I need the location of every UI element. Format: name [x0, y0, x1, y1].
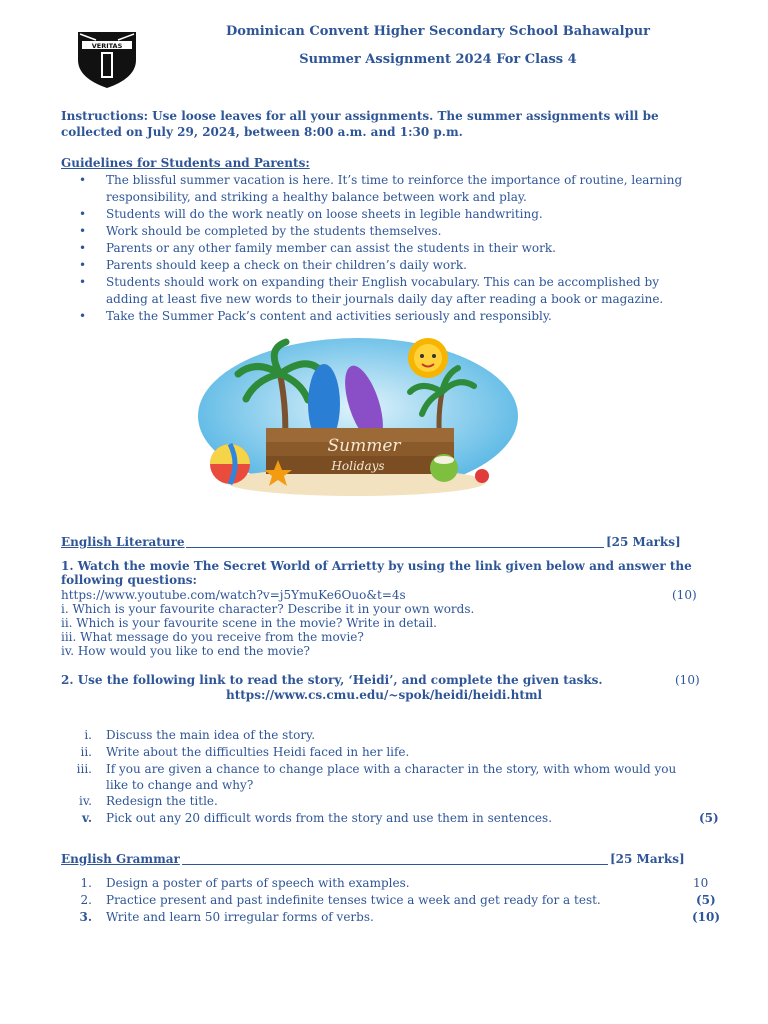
literature-marks: [25 Marks]	[606, 535, 681, 549]
heading-underline	[182, 864, 608, 865]
task-item: Discuss the main idea of the story.	[106, 728, 316, 742]
guideline-item-cont: responsibility, and striking a healthy balance between work and play.	[106, 190, 527, 204]
guideline-item: Parents should keep a check on their children’s daily work.	[106, 258, 467, 272]
heading-underline	[186, 547, 604, 548]
bullet-icon: •	[79, 207, 87, 221]
question-2-marks: (10)	[675, 673, 700, 687]
question-1-sub: i. Which is your favourite character? Describe it in your own words.	[61, 602, 475, 616]
task-item: If you are given a chance to change place with a character in the story, with whom would you	[106, 762, 677, 776]
assignment-title: Summer Assignment 2024 For Class 4	[299, 52, 577, 67]
bullet-icon: •	[79, 173, 87, 187]
sign-word-summer: Summer	[327, 436, 401, 456]
question-1-sub: ii. Which is your favourite scene in the movie? Write in detail.	[61, 616, 437, 630]
bullet-icon: •	[79, 241, 87, 255]
guidelines-heading: Guidelines for Students and Parents:	[61, 156, 310, 170]
school-name: Dominican Convent Higher Secondary School Bahawalpur	[226, 24, 650, 39]
grammar-heading: English Grammar	[61, 852, 180, 866]
grammar-item-marks: 10	[693, 876, 709, 890]
question-1-sub: iv. How would you like to end the movie?	[61, 644, 310, 658]
task-item: Write about the difficulties Heidi faced in her life.	[106, 745, 410, 759]
grammar-item-number: 3.	[79, 910, 92, 924]
task-number: iv.	[78, 794, 92, 808]
grammar-item-marks: (5)	[696, 893, 716, 907]
question-1-marks: (10)	[672, 588, 697, 602]
sign-word-holidays: Holidays	[331, 459, 385, 473]
grammar-item: Write and learn 50 irregular forms of verbs.	[106, 910, 374, 924]
instructions-line-2: collected on July 29, 2024, between 8:00 a.m. and 1:30 p.m.	[61, 125, 463, 139]
question-1-cont: following questions:	[61, 573, 197, 587]
heidi-link[interactable]: https://www.cs.cmu.edu/~spok/heidi/heidi.html	[226, 688, 543, 702]
summer-holidays-illustration	[196, 334, 522, 496]
bullet-icon: •	[79, 275, 87, 289]
task-number: ii.	[80, 745, 92, 759]
guideline-item: Take the Summer Pack’s content and activities seriously and responsibly.	[106, 309, 552, 323]
literature-heading: English Literature	[61, 535, 185, 549]
guideline-item: Students will do the work neatly on loose sheets in legible handwriting.	[106, 207, 543, 221]
grammar-item-marks: (10)	[692, 910, 721, 924]
question-1-sub: iii. What message do you receive from the movie?	[61, 630, 364, 644]
guideline-item: The blissful summer vacation is here. It’s time to reinforce the importance of routine, learning	[106, 173, 683, 187]
guideline-item: Work should be completed by the students themselves.	[106, 224, 442, 238]
guideline-item: Students should work on expanding their English vocabulary. This can be accomplished by	[106, 275, 659, 289]
instructions-line-1: Instructions: Use loose leaves for all your assignments. The summer assignments will be	[61, 109, 659, 123]
grammar-item-number: 2.	[80, 893, 92, 907]
grammar-item-number: 1.	[80, 876, 92, 890]
grammar-marks: [25 Marks]	[610, 852, 685, 866]
movie-link[interactable]: https://www.youtube.com/watch?v=j5YmuKe6Ouo&t=4s	[61, 588, 406, 602]
grammar-item: Design a poster of parts of speech with examples.	[106, 876, 410, 890]
grammar-item: Practice present and past indefinite tenses twice a week and get ready for a test.	[106, 893, 601, 907]
guideline-item: Parents or any other family member can assist the students in their work.	[106, 241, 556, 255]
task-number: iii.	[76, 762, 92, 776]
task-item-cont: like to change and why?	[106, 778, 254, 792]
task-item: Pick out any 20 difficult words from the story and use them in sentences.	[106, 811, 553, 825]
bullet-icon: •	[79, 309, 87, 323]
bullet-icon: •	[79, 258, 87, 272]
task-number: v.	[82, 811, 92, 825]
task-number: i.	[84, 728, 92, 742]
task-marks: (5)	[699, 811, 719, 825]
task-item: Redesign the title.	[106, 794, 218, 808]
guideline-item-cont: adding at least five new words to their journals daily day after reading a book or magazine.	[106, 292, 664, 306]
bullet-icon: •	[79, 224, 87, 238]
question-1: 1. Watch the movie The Secret World of Arrietty by using the link given below and answer the	[61, 559, 692, 573]
question-2: 2. Use the following link to read the story, ‘Heidi’, and complete the given tasks.	[61, 673, 603, 687]
logo-text: VERITAS	[91, 42, 123, 50]
